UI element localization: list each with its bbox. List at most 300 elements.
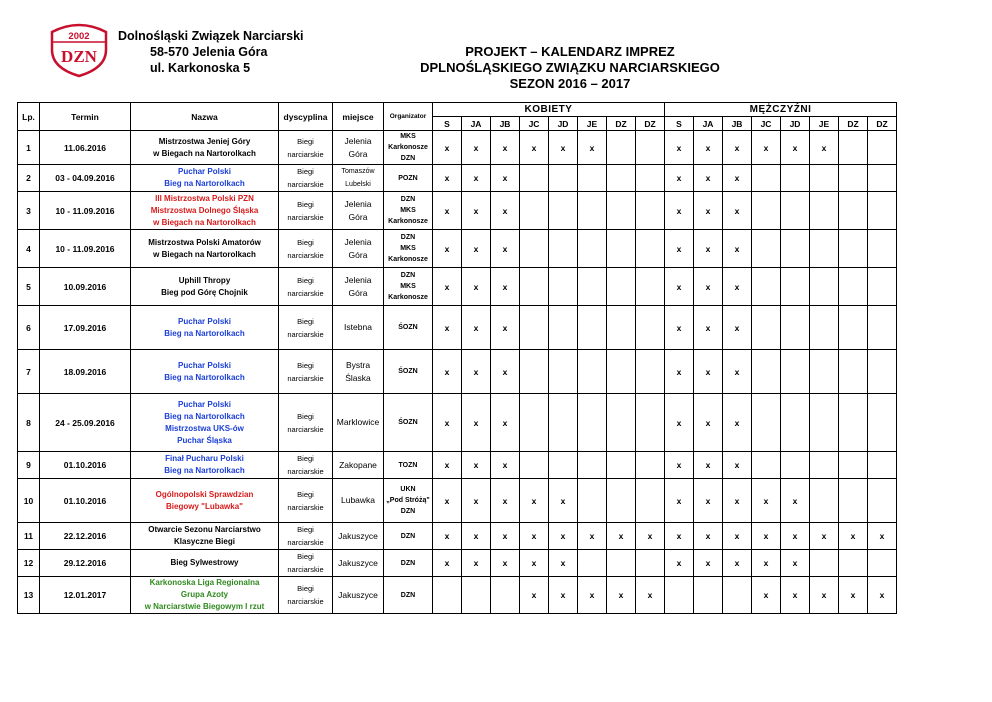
table-row bbox=[18, 350, 897, 394]
row-dyscyplina bbox=[279, 577, 333, 614]
mezczyzni-mark: x bbox=[752, 523, 781, 550]
kobiety-mark bbox=[520, 230, 549, 268]
mezczyzni-mark bbox=[752, 452, 781, 479]
kobiety-mark bbox=[578, 479, 607, 523]
logo-year: 2002 bbox=[68, 31, 90, 42]
row-dyscyplina bbox=[279, 131, 333, 165]
nazwa-line: Bieg na Nartorolkach bbox=[164, 466, 245, 475]
mezczyzni-mark bbox=[810, 394, 839, 452]
kobiety-mark: x bbox=[578, 577, 607, 614]
row-lp: 8 bbox=[18, 394, 40, 452]
kobiety-mark bbox=[607, 350, 636, 394]
miejsce-line: Góra bbox=[348, 249, 368, 260]
kobiety-mark bbox=[520, 394, 549, 452]
mezczyzni-mark: x bbox=[723, 165, 752, 192]
mezczyzni-mark bbox=[839, 479, 868, 523]
organization-header bbox=[118, 28, 304, 76]
kobiety-mark: x bbox=[433, 306, 462, 350]
mezczyzni-mark: x bbox=[694, 268, 723, 306]
mezczyzni-mark: x bbox=[723, 230, 752, 268]
table-row bbox=[18, 577, 897, 614]
logo-text: DZN bbox=[61, 47, 97, 66]
dyscyplina-line: narciarskie bbox=[287, 212, 324, 222]
dyscyplina-line: narciarskie bbox=[287, 597, 324, 606]
kobiety-mark bbox=[520, 306, 549, 350]
dyscyplina-line: Biegi bbox=[297, 525, 314, 534]
kobiety-mark bbox=[607, 192, 636, 230]
kobiety-mark bbox=[578, 268, 607, 306]
mezczyzni-mark: x bbox=[752, 577, 781, 614]
dyscyplina-line: Biegi bbox=[297, 489, 314, 499]
mezczyzni-mark: x bbox=[839, 523, 868, 550]
kobiety-mark: x bbox=[462, 479, 491, 523]
kobiety-mark: x bbox=[520, 577, 549, 614]
row-dyscyplina bbox=[279, 268, 333, 306]
row-miejsce bbox=[333, 523, 384, 550]
dyscyplina-line: narciarskie bbox=[287, 424, 324, 434]
row-dyscyplina bbox=[279, 165, 333, 192]
kobiety-mark bbox=[578, 192, 607, 230]
dyscyplina-line: narciarskie bbox=[287, 149, 324, 159]
nazwa-line: w Biegach na Nartorolkach bbox=[153, 148, 256, 158]
table-row bbox=[18, 131, 897, 165]
mezczyzni-mark bbox=[723, 577, 752, 614]
kobiety-mark: x bbox=[433, 350, 462, 394]
dyscyplina-line: Biegi bbox=[297, 237, 314, 247]
mezczyzni-mark: x bbox=[694, 479, 723, 523]
kobiety-mark: x bbox=[491, 479, 520, 523]
mezczyzni-mark bbox=[781, 306, 810, 350]
kobiety-mark bbox=[607, 479, 636, 523]
mezczyzni-mark: x bbox=[723, 479, 752, 523]
mezczyzni-mark bbox=[810, 550, 839, 577]
header-dyscyplina: dyscyplina bbox=[279, 103, 333, 131]
dyscyplina-line: Biegi bbox=[297, 167, 314, 176]
organizator-line: POZN bbox=[398, 174, 418, 182]
kobiety-mark bbox=[578, 165, 607, 192]
kobiety-mark: x bbox=[578, 131, 607, 165]
header-mezczyzni-category: JE bbox=[810, 117, 839, 131]
miejsce-line: Marklowice bbox=[336, 417, 380, 427]
mezczyzni-mark: x bbox=[810, 131, 839, 165]
kobiety-mark bbox=[636, 131, 665, 165]
kobiety-mark bbox=[549, 350, 578, 394]
mezczyzni-mark: x bbox=[694, 192, 723, 230]
organizator-line: UKN bbox=[400, 486, 416, 493]
organizator-line: Karkonosze bbox=[388, 256, 428, 263]
miejsce-line: Góra bbox=[348, 211, 368, 222]
kobiety-mark: x bbox=[433, 550, 462, 577]
organizator-line: DZN bbox=[400, 508, 416, 515]
kobiety-mark: x bbox=[491, 192, 520, 230]
kobiety-mark: x bbox=[433, 268, 462, 306]
nazwa-line: w Narciarstwie Biegowym I rzut bbox=[144, 602, 265, 611]
kobiety-mark: x bbox=[549, 550, 578, 577]
mezczyzni-mark: x bbox=[752, 479, 781, 523]
row-lp: 9 bbox=[18, 452, 40, 479]
nazwa-line: Puchar Polski bbox=[178, 399, 231, 409]
mezczyzni-mark bbox=[781, 268, 810, 306]
mezczyzni-mark bbox=[868, 165, 897, 192]
row-termin: 24 - 25.09.2016 bbox=[40, 394, 131, 452]
mezczyzni-mark: x bbox=[723, 131, 752, 165]
mezczyzni-mark bbox=[781, 165, 810, 192]
organizator-line: ŚOZN bbox=[398, 368, 418, 375]
table-row bbox=[18, 268, 897, 306]
kobiety-mark bbox=[636, 230, 665, 268]
dzn-logo bbox=[48, 20, 110, 78]
organizator-line: ŚOZN bbox=[398, 324, 418, 331]
table-row bbox=[18, 394, 897, 452]
mezczyzni-mark: x bbox=[694, 306, 723, 350]
nazwa-line: Mistrzostwa Polski Amatorów bbox=[148, 237, 261, 247]
kobiety-mark: x bbox=[491, 452, 520, 479]
table-row bbox=[18, 452, 897, 479]
mezczyzni-mark: x bbox=[723, 268, 752, 306]
dyscyplina-line: Biegi bbox=[297, 584, 314, 593]
organization-city: 58-570 Jelenia Góra bbox=[150, 45, 268, 59]
row-lp: 2 bbox=[18, 165, 40, 192]
nazwa-line: Mistrzostwa Jeniej Góry bbox=[158, 136, 251, 146]
organization-street: ul. Karkonoska 5 bbox=[150, 61, 251, 75]
kobiety-mark: x bbox=[433, 192, 462, 230]
kobiety-mark: x bbox=[491, 523, 520, 550]
row-miejsce bbox=[333, 577, 384, 614]
table-row bbox=[18, 230, 897, 268]
kobiety-mark: x bbox=[462, 165, 491, 192]
dyscyplina-line: Biegi bbox=[297, 411, 314, 421]
mezczyzni-mark: x bbox=[665, 394, 694, 452]
mezczyzni-mark: x bbox=[665, 550, 694, 577]
row-organizator bbox=[384, 350, 433, 394]
mezczyzni-mark bbox=[839, 452, 868, 479]
header-mezczyzni-category: JA bbox=[694, 117, 723, 131]
row-miejsce bbox=[333, 268, 384, 306]
dyscyplina-line: narciarskie bbox=[287, 467, 324, 476]
mezczyzni-mark bbox=[810, 452, 839, 479]
mezczyzni-mark: x bbox=[810, 523, 839, 550]
row-termin: 01.10.2016 bbox=[40, 452, 131, 479]
kobiety-mark bbox=[636, 479, 665, 523]
kobiety-mark bbox=[520, 268, 549, 306]
mezczyzni-mark: x bbox=[694, 452, 723, 479]
kobiety-mark: x bbox=[491, 350, 520, 394]
mezczyzni-mark bbox=[752, 268, 781, 306]
miejsce-line: Góra bbox=[348, 148, 368, 159]
mezczyzni-mark bbox=[868, 550, 897, 577]
miejsce-line: Jelenia bbox=[344, 198, 372, 209]
dyscyplina-line: Biegi bbox=[297, 454, 314, 463]
mezczyzni-mark: x bbox=[665, 230, 694, 268]
miejsce-line: Lubawka bbox=[340, 495, 376, 505]
organizator-line: DZN bbox=[400, 196, 416, 203]
nazwa-line: Bieg Sylwestrowy bbox=[170, 558, 239, 567]
mezczyzni-mark: x bbox=[781, 577, 810, 614]
kobiety-mark bbox=[433, 577, 462, 614]
dyscyplina-line: narciarskie bbox=[287, 502, 324, 512]
kobiety-mark: x bbox=[549, 479, 578, 523]
nazwa-line: Biegowy "Lubawka" bbox=[166, 501, 243, 511]
kobiety-mark bbox=[636, 165, 665, 192]
mezczyzni-mark: x bbox=[752, 550, 781, 577]
mezczyzni-mark bbox=[665, 577, 694, 614]
mezczyzni-mark: x bbox=[868, 523, 897, 550]
nazwa-line: Mistrzostwa Dolnego Śląska bbox=[150, 205, 259, 215]
kobiety-mark bbox=[491, 577, 520, 614]
mezczyzni-mark: x bbox=[694, 350, 723, 394]
mezczyzni-mark: x bbox=[723, 350, 752, 394]
row-miejsce bbox=[333, 394, 384, 452]
row-termin: 10.09.2016 bbox=[40, 268, 131, 306]
nazwa-line: Grupa Azoty bbox=[180, 590, 229, 599]
table-row bbox=[18, 165, 897, 192]
kobiety-mark bbox=[578, 452, 607, 479]
kobiety-mark: x bbox=[491, 131, 520, 165]
row-nazwa bbox=[131, 230, 279, 268]
kobiety-mark bbox=[549, 394, 578, 452]
table-row bbox=[18, 306, 897, 350]
row-dyscyplina bbox=[279, 306, 333, 350]
row-organizator bbox=[384, 306, 433, 350]
organizator-line: ŚOZN bbox=[398, 419, 418, 426]
mezczyzni-mark bbox=[839, 306, 868, 350]
kobiety-mark bbox=[636, 550, 665, 577]
organizator-line: Karkonosze bbox=[388, 218, 428, 225]
mezczyzni-mark bbox=[868, 268, 897, 306]
organizator-line: MKS bbox=[400, 283, 416, 290]
mezczyzni-mark bbox=[839, 230, 868, 268]
row-organizator bbox=[384, 131, 433, 165]
mezczyzni-mark: x bbox=[781, 131, 810, 165]
row-dyscyplina bbox=[279, 350, 333, 394]
dyscyplina-line: Biegi bbox=[297, 136, 314, 146]
row-nazwa bbox=[131, 131, 279, 165]
mezczyzni-mark: x bbox=[665, 452, 694, 479]
mezczyzni-mark: x bbox=[723, 306, 752, 350]
nazwa-line: Puchar Polski bbox=[178, 167, 231, 176]
row-miejsce bbox=[333, 452, 384, 479]
kobiety-mark: x bbox=[462, 230, 491, 268]
mezczyzni-mark bbox=[839, 192, 868, 230]
row-dyscyplina bbox=[279, 394, 333, 452]
dyscyplina-line: narciarskie bbox=[287, 288, 324, 298]
miejsce-line: Jakuszyce bbox=[338, 589, 378, 600]
row-lp: 3 bbox=[18, 192, 40, 230]
row-miejsce bbox=[333, 306, 384, 350]
kobiety-mark: x bbox=[549, 523, 578, 550]
row-organizator bbox=[384, 394, 433, 452]
kobiety-mark bbox=[636, 306, 665, 350]
organizator-line: MKS bbox=[400, 133, 416, 140]
mezczyzni-mark: x bbox=[665, 131, 694, 165]
header-organizator: Organizator bbox=[384, 103, 433, 131]
kobiety-mark: x bbox=[520, 523, 549, 550]
header-mezczyzni-category: JB bbox=[723, 117, 752, 131]
row-miejsce bbox=[333, 165, 384, 192]
mezczyzni-mark: x bbox=[665, 306, 694, 350]
miejsce-line: Jakuszyce bbox=[338, 530, 378, 541]
mezczyzni-mark: x bbox=[723, 550, 752, 577]
header-mezczyzni-category: S bbox=[665, 117, 694, 131]
mezczyzni-mark: x bbox=[694, 550, 723, 577]
kobiety-mark: x bbox=[462, 268, 491, 306]
row-termin: 01.10.2016 bbox=[40, 479, 131, 523]
kobiety-mark: x bbox=[491, 230, 520, 268]
dyscyplina-line: narciarskie bbox=[287, 538, 324, 547]
mezczyzni-mark: x bbox=[665, 268, 694, 306]
kobiety-mark: x bbox=[462, 550, 491, 577]
kobiety-mark bbox=[636, 452, 665, 479]
kobiety-mark: x bbox=[462, 350, 491, 394]
header-kobiety-category: JE bbox=[578, 117, 607, 131]
dyscyplina-line: narciarskie bbox=[287, 180, 324, 189]
nazwa-line: Puchar Polski bbox=[178, 360, 231, 370]
row-organizator bbox=[384, 479, 433, 523]
mezczyzni-mark bbox=[810, 306, 839, 350]
dyscyplina-line: narciarskie bbox=[287, 565, 324, 574]
table-row bbox=[18, 192, 897, 230]
mezczyzni-mark bbox=[694, 577, 723, 614]
row-nazwa bbox=[131, 350, 279, 394]
mezczyzni-mark bbox=[810, 268, 839, 306]
mezczyzni-mark bbox=[810, 350, 839, 394]
header-mezczyzni: MĘŻCZYŹNI bbox=[665, 103, 897, 117]
nazwa-line: Karkonoska Liga Regionalna bbox=[149, 578, 260, 587]
mezczyzni-mark: x bbox=[694, 131, 723, 165]
nazwa-line: Bieg na Nartorolkach bbox=[164, 372, 245, 382]
organizator-line: DZN bbox=[400, 155, 416, 162]
nazwa-line: Finał Pucharu Polski bbox=[165, 454, 244, 463]
kobiety-mark: x bbox=[462, 394, 491, 452]
header-kobiety-category: JC bbox=[520, 117, 549, 131]
row-lp: 12 bbox=[18, 550, 40, 577]
miejsce-line: Tomaszów bbox=[341, 168, 375, 175]
kobiety-mark bbox=[549, 306, 578, 350]
row-organizator bbox=[384, 550, 433, 577]
dyscyplina-line: narciarskie bbox=[287, 329, 324, 339]
mezczyzni-mark: x bbox=[839, 577, 868, 614]
kobiety-mark: x bbox=[607, 523, 636, 550]
document-title bbox=[380, 44, 760, 92]
dyscyplina-line: Biegi bbox=[297, 199, 314, 209]
organizator-line: Karkonosze bbox=[388, 144, 428, 151]
mezczyzni-mark: x bbox=[665, 523, 694, 550]
row-lp: 7 bbox=[18, 350, 40, 394]
header-miejsce: miejsce bbox=[333, 103, 384, 131]
organizator-line: TOZN bbox=[398, 461, 418, 469]
mezczyzni-mark bbox=[839, 165, 868, 192]
row-organizator bbox=[384, 452, 433, 479]
mezczyzni-mark bbox=[839, 131, 868, 165]
calendar-rows bbox=[18, 131, 897, 614]
kobiety-mark bbox=[549, 230, 578, 268]
miejsce-line: Zakopane bbox=[339, 459, 377, 470]
nazwa-line: Puchar Śląska bbox=[177, 435, 232, 445]
mezczyzni-mark bbox=[839, 350, 868, 394]
kobiety-mark bbox=[607, 550, 636, 577]
mezczyzni-mark bbox=[781, 394, 810, 452]
organizator-line: DZN bbox=[400, 234, 416, 241]
nazwa-line: Bieg na Nartorolkach bbox=[164, 411, 245, 421]
mezczyzni-mark: x bbox=[810, 577, 839, 614]
mezczyzni-mark: x bbox=[694, 523, 723, 550]
kobiety-mark bbox=[578, 306, 607, 350]
header-mezczyzni-category: JD bbox=[781, 117, 810, 131]
header-mezczyzni-category: DZ bbox=[868, 117, 897, 131]
mezczyzni-mark bbox=[752, 350, 781, 394]
kobiety-mark: x bbox=[462, 452, 491, 479]
kobiety-mark bbox=[520, 452, 549, 479]
row-nazwa bbox=[131, 452, 279, 479]
nazwa-line: w Biegach na Nartorolkach bbox=[153, 217, 256, 227]
row-lp: 11 bbox=[18, 523, 40, 550]
kobiety-mark bbox=[607, 268, 636, 306]
mezczyzni-mark bbox=[810, 192, 839, 230]
kobiety-mark: x bbox=[520, 131, 549, 165]
organizator-line: DZN bbox=[400, 559, 416, 567]
miejsce-line: Istebna bbox=[344, 322, 372, 332]
header-kobiety: KOBIETY bbox=[433, 103, 665, 117]
kobiety-mark bbox=[549, 268, 578, 306]
mezczyzni-mark bbox=[868, 230, 897, 268]
row-dyscyplina bbox=[279, 550, 333, 577]
mezczyzni-mark bbox=[839, 550, 868, 577]
mezczyzni-mark bbox=[810, 479, 839, 523]
nazwa-line: Bieg na Nartorolkach bbox=[164, 328, 245, 338]
row-dyscyplina bbox=[279, 230, 333, 268]
kobiety-mark: x bbox=[491, 550, 520, 577]
organizator-line: DZN bbox=[400, 591, 416, 599]
kobiety-mark: x bbox=[578, 523, 607, 550]
row-miejsce bbox=[333, 350, 384, 394]
row-nazwa bbox=[131, 268, 279, 306]
nazwa-line: w Biegach na Nartorolkach bbox=[153, 249, 256, 259]
row-miejsce bbox=[333, 192, 384, 230]
dyscyplina-line: narciarskie bbox=[287, 250, 324, 260]
row-organizator bbox=[384, 523, 433, 550]
kobiety-mark: x bbox=[433, 230, 462, 268]
kobiety-mark bbox=[520, 350, 549, 394]
header-termin: Termin bbox=[40, 103, 131, 131]
row-termin: 29.12.2016 bbox=[40, 550, 131, 577]
nazwa-line: Bieg na Nartorolkach bbox=[164, 179, 245, 188]
nazwa-line: Otwarcie Sezonu Narciarstwo bbox=[148, 525, 261, 534]
mezczyzni-mark: x bbox=[723, 192, 752, 230]
mezczyzni-mark: x bbox=[723, 394, 752, 452]
kobiety-mark: x bbox=[549, 577, 578, 614]
row-dyscyplina bbox=[279, 192, 333, 230]
kobiety-mark bbox=[549, 452, 578, 479]
dyscyplina-line: Biegi bbox=[297, 552, 314, 561]
dyscyplina-line: Biegi bbox=[297, 275, 314, 285]
header-kobiety-category: JB bbox=[491, 117, 520, 131]
header-mezczyzni-category: JC bbox=[752, 117, 781, 131]
mezczyzni-mark: x bbox=[665, 350, 694, 394]
row-termin: 03 - 04.09.2016 bbox=[40, 165, 131, 192]
kobiety-mark: x bbox=[520, 479, 549, 523]
miejsce-line: Jelenia bbox=[344, 135, 372, 146]
nazwa-line: Mistrzostwa UKS-ów bbox=[165, 423, 244, 433]
kobiety-mark bbox=[607, 452, 636, 479]
kobiety-mark: x bbox=[462, 306, 491, 350]
miejsce-line: Lubelski bbox=[345, 181, 371, 188]
row-termin: 18.09.2016 bbox=[40, 350, 131, 394]
title-line-2: DPLNOŚLĄSKIEGO ZWIĄZKU NARCIARSKIEGO bbox=[420, 60, 720, 75]
nazwa-line: Uphill Thropy bbox=[178, 275, 231, 285]
kobiety-mark: x bbox=[520, 550, 549, 577]
miejsce-line: Jakuszyce bbox=[338, 557, 378, 568]
nazwa-line: III Mistrzostwa Polski PZN bbox=[155, 193, 254, 203]
